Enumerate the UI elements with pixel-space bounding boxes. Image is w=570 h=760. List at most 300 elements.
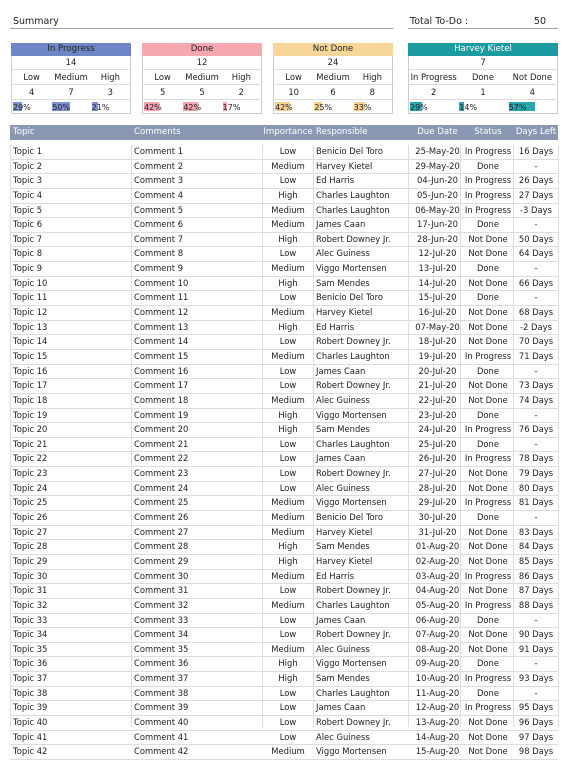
table-row[interactable] — [10, 189, 558, 204]
cell-comment: Comment 26 — [134, 512, 189, 523]
cell-status: Done — [476, 219, 500, 230]
cell-due-date: 25-Jul-20 — [418, 438, 457, 449]
cell-topic: Topic 16 — [13, 365, 48, 376]
cell-days-left: 85 Days — [518, 555, 554, 566]
card-percent: 42% — [275, 103, 293, 112]
table-row[interactable] — [10, 628, 558, 643]
cell-days-left: 68 Days — [518, 307, 554, 318]
column-header-topic[interactable]: Topic — [13, 127, 35, 137]
cell-importance: Low — [279, 146, 297, 156]
cell-status: Not Done — [468, 629, 508, 640]
summary-title: Summary — [13, 16, 59, 27]
table-row[interactable] — [10, 365, 558, 380]
card-label: Low — [154, 72, 171, 82]
cell-topic: Topic 37 — [13, 673, 48, 684]
cell-responsible: Sam Mendes — [316, 424, 370, 435]
cell-due-date: 06-Aug-20 — [415, 614, 460, 625]
cell-status: Done — [476, 263, 500, 274]
cell-responsible: Robert Downey Jr. — [316, 233, 391, 244]
cell-topic: Topic 14 — [13, 336, 48, 347]
cell-importance: Low — [279, 585, 297, 596]
cell-status: In Progress — [464, 424, 512, 435]
card-counts-row — [11, 85, 131, 100]
cell-comment: Comment 12 — [134, 307, 189, 318]
cell-due-date: 07-May-20 — [415, 321, 460, 332]
cell-importance: Medium — [271, 263, 305, 274]
table-row[interactable] — [10, 467, 558, 482]
cell-status: Done — [476, 160, 500, 171]
cell-responsible: Benicio Del Toro — [316, 146, 384, 156]
card-percent: 57% — [508, 103, 527, 112]
cell-due-date: 13-Jul-20 — [418, 263, 457, 274]
cell-topic: Topic 19 — [13, 409, 48, 420]
cell-responsible: Alec Guiness — [316, 643, 370, 654]
cell-importance: Medium — [271, 512, 305, 523]
cell-importance: Medium — [271, 350, 305, 361]
card-percent-cell — [458, 100, 507, 113]
cell-topic: Topic 9 — [13, 263, 43, 274]
table-row[interactable] — [10, 745, 558, 760]
table-row[interactable] — [10, 511, 558, 526]
table-row[interactable] — [10, 526, 558, 541]
cell-comment: Comment 30 — [134, 570, 189, 581]
cell-comment: Comment 25 — [134, 497, 189, 508]
cell-topic: Topic 28 — [13, 541, 48, 552]
cell-days-left: - — [534, 658, 538, 669]
cell-comment: Comment 13 — [134, 321, 189, 332]
cell-due-date: 09-Aug-20 — [415, 658, 460, 669]
cell-status: In Progress — [464, 204, 512, 215]
cell-due-date: 20-Jul-20 — [418, 365, 457, 376]
cell-responsible: James Caan — [316, 365, 366, 376]
cell-topic: Topic 22 — [13, 453, 48, 464]
cell-topic: Topic 15 — [13, 350, 48, 361]
cell-responsible: Sam Mendes — [316, 541, 370, 552]
cell-status: In Progress — [464, 702, 512, 713]
cell-responsible: Robert Downey Jr. — [316, 716, 391, 727]
cell-comment: Comment 36 — [134, 658, 189, 669]
card-title: Done — [142, 43, 262, 56]
cell-importance: Low — [279, 292, 297, 303]
cell-days-left: 50 Days — [518, 233, 554, 244]
cell-comment: Comment 22 — [134, 453, 189, 464]
table-row[interactable] — [10, 599, 558, 614]
cell-due-date: 31-Jul-20 — [418, 526, 457, 537]
card-not-done — [273, 43, 393, 111]
card-label: Done — [471, 72, 495, 82]
table-row[interactable] — [10, 555, 558, 570]
table-row[interactable] — [10, 174, 558, 189]
total-todo-header — [408, 16, 558, 29]
cell-days-left: 93 Days — [518, 673, 554, 684]
table-row[interactable] — [10, 394, 558, 409]
card-label: Low — [285, 72, 302, 82]
column-header-comment[interactable]: Comments — [134, 127, 181, 137]
table-row[interactable] — [10, 306, 558, 321]
cell-status: Not Done — [468, 746, 508, 757]
table-row[interactable] — [10, 731, 558, 746]
table-row[interactable] — [10, 452, 558, 467]
card-labels-row — [408, 70, 558, 85]
cell-days-left: 97 Days — [518, 731, 554, 742]
cell-responsible: Alec Guiness — [316, 248, 370, 259]
cell-due-date: 21-Jul-20 — [418, 380, 457, 391]
cell-importance: High — [278, 541, 298, 552]
table-row[interactable] — [10, 614, 558, 629]
table-row[interactable] — [10, 687, 558, 702]
total-todo-label: Total To-Do : — [410, 16, 469, 27]
cell-status: Not Done — [468, 526, 508, 537]
cell-status: Not Done — [468, 468, 508, 479]
card-percent-cell — [274, 100, 313, 113]
table-row[interactable] — [10, 584, 558, 599]
cell-days-left: - — [534, 292, 538, 303]
table-row[interactable] — [10, 350, 558, 365]
cell-responsible: Ed Harris — [316, 321, 355, 332]
cell-topic: Topic 34 — [13, 629, 48, 640]
card-title: Not Done — [273, 43, 393, 56]
cell-status: Not Done — [468, 380, 508, 391]
card-labels-row — [11, 70, 131, 85]
table-row[interactable] — [10, 218, 558, 233]
card-total: 12 — [142, 56, 262, 70]
cell-importance: High — [278, 321, 298, 332]
cell-importance: Low — [279, 482, 297, 493]
cell-comment: Comment 18 — [134, 394, 189, 405]
cell-comment: Comment 37 — [134, 673, 189, 684]
cell-days-left: 71 Days — [518, 350, 554, 361]
cell-importance: Low — [279, 248, 297, 259]
cell-responsible: Charles Laughton — [316, 189, 390, 200]
cell-responsible: Viggo Mortensen — [316, 409, 387, 420]
table-row[interactable] — [10, 701, 558, 716]
cell-days-left: 66 Days — [518, 277, 554, 288]
cell-due-date: 08-Aug-20 — [415, 643, 460, 654]
cell-due-date: 30-Jul-20 — [418, 512, 457, 523]
cell-responsible: Alec Guiness — [316, 394, 370, 405]
table-row[interactable] — [10, 438, 558, 453]
cell-responsible: Robert Downey Jr. — [316, 585, 391, 596]
card-percent-cell — [353, 100, 392, 113]
cell-days-left: 81 Days — [518, 497, 554, 508]
cell-responsible: James Caan — [316, 614, 366, 625]
cell-responsible: James Caan — [316, 219, 366, 230]
cell-due-date: 10-Aug-20 — [415, 673, 460, 684]
cell-days-left: - — [534, 409, 538, 420]
card-label: Not Done — [512, 72, 552, 82]
cell-comment: Comment 39 — [134, 702, 189, 713]
card-label: Medium — [316, 72, 350, 82]
cell-days-left: 86 Days — [518, 570, 554, 581]
cell-comment: Comment 24 — [134, 482, 189, 493]
cell-importance: Low — [279, 365, 297, 376]
card-label: Medium — [54, 72, 88, 82]
cell-status: Not Done — [468, 482, 508, 493]
card-count: 5 — [159, 87, 166, 97]
cell-importance: Medium — [271, 497, 305, 508]
cell-due-date: 04-Jun-20 — [417, 175, 458, 186]
table-row[interactable] — [10, 482, 558, 497]
card-count: 3 — [107, 87, 113, 97]
cell-days-left: 83 Days — [518, 526, 554, 537]
cell-comment: Comment 10 — [134, 277, 189, 288]
cell-topic: Topic 18 — [13, 394, 48, 405]
card-in-progress — [11, 43, 131, 111]
card-total: 7 — [408, 56, 558, 70]
card-percent-cell — [222, 100, 261, 113]
cell-comment: Comment 29 — [134, 555, 189, 566]
cell-topic: Topic 36 — [13, 658, 48, 669]
cell-responsible: James Caan — [316, 453, 366, 464]
cell-importance: High — [278, 233, 298, 244]
card-count: 7 — [68, 87, 74, 97]
cell-due-date: 19-Jul-20 — [418, 350, 457, 361]
table-row[interactable] — [10, 570, 558, 585]
cell-topic: Topic 25 — [13, 497, 48, 508]
cell-comment: Comment 2 — [134, 160, 184, 171]
cell-comment: Comment 28 — [134, 541, 189, 552]
card-percent: 21% — [91, 103, 110, 112]
cell-responsible: Robert Downey Jr. — [316, 468, 391, 479]
cell-status: Not Done — [468, 394, 508, 405]
cell-days-left: - — [534, 160, 538, 171]
card-percent: 14% — [459, 103, 478, 112]
cell-comment: Comment 31 — [134, 585, 189, 596]
cell-topic: Topic 33 — [13, 614, 48, 625]
cell-responsible: Viggo Mortensen — [316, 497, 387, 508]
table-row[interactable] — [10, 423, 558, 438]
cell-due-date: 18-Jul-20 — [418, 336, 457, 347]
cell-due-date: 15-Aug-20 — [415, 746, 460, 757]
cell-importance: Low — [279, 438, 297, 449]
cell-responsible: Sam Mendes — [316, 673, 370, 684]
cell-due-date: 05-Jun-20 — [417, 189, 458, 200]
cell-due-date: 12-Jul-20 — [418, 248, 457, 259]
cell-comment: Comment 32 — [134, 599, 189, 610]
card-percent: 25% — [314, 103, 333, 112]
grid-line — [460, 145, 461, 727]
table-row[interactable] — [10, 291, 558, 306]
cell-status: Not Done — [468, 541, 508, 552]
cell-responsible: James Caan — [316, 702, 366, 713]
cell-due-date: 27-Jul-20 — [418, 468, 457, 479]
cell-due-date: 04-Aug-20 — [415, 585, 460, 596]
grid-line — [558, 145, 559, 727]
cell-topic: Topic 29 — [13, 555, 48, 566]
card-percent-cell — [508, 100, 557, 113]
grid-line — [262, 145, 263, 727]
card-percent: 33% — [353, 103, 372, 112]
card-count: 4 — [529, 87, 535, 97]
card-label: High — [362, 72, 382, 82]
cell-responsible: Viggo Mortensen — [316, 263, 387, 274]
column-header-importance[interactable]: Importance — [263, 127, 313, 137]
cell-comment: Comment 6 — [134, 219, 184, 230]
cell-topic: Topic 17 — [13, 380, 48, 391]
cell-topic: Topic 1 — [13, 146, 43, 156]
column-header-responsible[interactable]: Responsible — [316, 127, 368, 137]
cell-topic: Topic 42 — [13, 746, 48, 757]
cell-status: Done — [476, 512, 500, 523]
cell-responsible: Benicio Del Toro — [316, 292, 384, 303]
cell-responsible: Alec Guiness — [316, 731, 370, 742]
cell-comment: Comment 4 — [134, 189, 184, 200]
cell-responsible: Viggo Mortensen — [316, 746, 387, 757]
table-row[interactable] — [10, 409, 558, 424]
cell-topic: Topic 8 — [13, 248, 43, 259]
cell-importance: High — [278, 277, 298, 288]
cell-status: Not Done — [468, 731, 508, 742]
cell-due-date: 14-Jul-20 — [418, 277, 457, 288]
cell-days-left: - — [534, 512, 538, 523]
cell-topic: Topic 26 — [13, 512, 48, 523]
table-row[interactable] — [10, 496, 558, 511]
cell-status: Done — [476, 292, 500, 303]
cell-topic: Topic 3 — [13, 175, 43, 186]
grid-line — [131, 145, 132, 727]
cell-due-date: 29-Jul-20 — [418, 497, 457, 508]
cell-status: In Progress — [464, 453, 512, 464]
cell-days-left: 84 Days — [518, 541, 554, 552]
card-percent-row — [408, 100, 558, 114]
cell-responsible: Benicio Del Toro — [316, 512, 384, 523]
cell-comment: Comment 27 — [134, 526, 189, 537]
cell-days-left: 80 Days — [518, 482, 554, 493]
cell-days-left: - — [534, 263, 538, 274]
cell-comment: Comment 41 — [134, 731, 189, 742]
table-row[interactable] — [10, 160, 558, 175]
card-label: High — [231, 72, 251, 82]
cell-due-date: 11-Aug-20 — [415, 687, 460, 698]
cell-responsible: Charles Laughton — [316, 687, 390, 698]
card-percent: 42% — [144, 103, 162, 112]
cell-days-left: 64 Days — [518, 248, 554, 259]
cell-due-date: 29-May-20 — [415, 160, 460, 171]
cell-responsible: Harvey Kietel — [316, 555, 373, 566]
table-row[interactable] — [10, 540, 558, 555]
table-row[interactable] — [10, 277, 558, 292]
cell-days-left: -3 Days — [520, 204, 552, 215]
cell-topic: Topic 38 — [13, 687, 48, 698]
card-count: 1 — [480, 87, 486, 97]
table-row[interactable] — [10, 247, 558, 262]
cell-days-left: - — [534, 219, 538, 230]
cell-comment: Comment 42 — [134, 746, 189, 757]
cell-status: In Progress — [464, 146, 512, 156]
cell-importance: High — [278, 424, 298, 435]
card-percent-cell — [51, 100, 90, 113]
cell-due-date: 12-Aug-20 — [415, 702, 460, 713]
cell-days-left: -2 Days — [520, 321, 552, 332]
cell-comment: Comment 3 — [134, 175, 184, 186]
grid-line — [10, 145, 11, 727]
column-header-status[interactable]: Status — [474, 127, 502, 137]
cell-status: In Progress — [464, 599, 512, 610]
cell-responsible: Robert Downey Jr. — [316, 629, 391, 640]
cell-status: Done — [476, 438, 500, 449]
cell-status: Not Done — [468, 277, 508, 288]
cell-due-date: 23-Jul-20 — [418, 409, 457, 420]
cell-due-date: 13-Aug-20 — [415, 716, 460, 727]
cell-status: Not Done — [468, 248, 508, 259]
card-percent: 29% — [410, 103, 428, 112]
card-percent-row — [11, 100, 131, 114]
card-count: 5 — [199, 87, 205, 97]
task-table — [10, 145, 558, 760]
cell-status: In Progress — [464, 570, 512, 581]
table-row[interactable] — [10, 233, 558, 248]
cell-importance: Medium — [271, 599, 305, 610]
column-header-days-left[interactable]: Days Left — [515, 127, 557, 137]
cell-importance: Low — [279, 731, 297, 742]
cell-comment: Comment 35 — [134, 643, 189, 654]
table-row[interactable] — [10, 262, 558, 277]
cell-status: In Progress — [464, 673, 512, 684]
cell-topic: Topic 6 — [13, 219, 43, 230]
total-todo-value: 50 — [533, 16, 546, 27]
cell-comment: Comment 5 — [134, 204, 184, 215]
cell-status: In Progress — [464, 350, 512, 361]
table-row[interactable] — [10, 379, 558, 394]
cell-days-left: 95 Days — [518, 702, 554, 713]
cell-responsible: Viggo Mortensen — [316, 658, 387, 669]
cell-status: In Progress — [464, 189, 512, 200]
table-row[interactable] — [10, 657, 558, 672]
cell-comment: Comment 33 — [134, 614, 189, 625]
cell-days-left: 78 Days — [518, 453, 554, 464]
card-harvey-kietel — [408, 43, 558, 111]
table-row[interactable] — [10, 643, 558, 658]
card-count: 8 — [369, 87, 375, 97]
cell-importance: Medium — [271, 526, 305, 537]
card-percent: 29% — [13, 103, 31, 112]
cell-importance: Medium — [271, 307, 305, 318]
grid-line — [408, 145, 409, 727]
table-row[interactable] — [10, 335, 558, 350]
cell-comment: Comment 21 — [134, 438, 189, 449]
cell-days-left: 88 Days — [518, 599, 554, 610]
cell-importance: Low — [279, 380, 297, 391]
cell-topic: Topic 13 — [13, 321, 48, 332]
column-header-due-date[interactable]: Due Date — [417, 127, 458, 137]
table-row[interactable] — [10, 145, 558, 160]
table-row[interactable] — [10, 204, 558, 219]
card-percent: 17% — [222, 103, 241, 112]
cell-importance: Low — [279, 175, 297, 186]
table-header — [10, 125, 558, 140]
cell-responsible: Harvey Kietel — [316, 526, 373, 537]
cell-days-left: 73 Days — [518, 380, 554, 391]
cell-days-left: - — [534, 365, 538, 376]
card-percent-cell — [182, 100, 221, 113]
cell-days-left: 16 Days — [518, 146, 554, 156]
cell-due-date: 05-Aug-20 — [415, 599, 460, 610]
cell-days-left: - — [534, 438, 538, 449]
cell-days-left: 87 Days — [518, 585, 554, 596]
cell-due-date: 15-Jul-20 — [418, 292, 457, 303]
cell-importance: Medium — [271, 204, 305, 215]
cell-due-date: 26-Jul-20 — [418, 453, 457, 464]
cell-responsible: Charles Laughton — [316, 204, 390, 215]
table-row[interactable] — [10, 672, 558, 687]
table-row[interactable] — [10, 321, 558, 336]
cell-topic: Topic 11 — [13, 292, 48, 303]
table-row[interactable] — [10, 716, 558, 731]
cell-status: Not Done — [468, 716, 508, 727]
cell-comment: Comment 40 — [134, 716, 189, 727]
cell-comment: Comment 34 — [134, 629, 189, 640]
card-done — [142, 43, 262, 111]
